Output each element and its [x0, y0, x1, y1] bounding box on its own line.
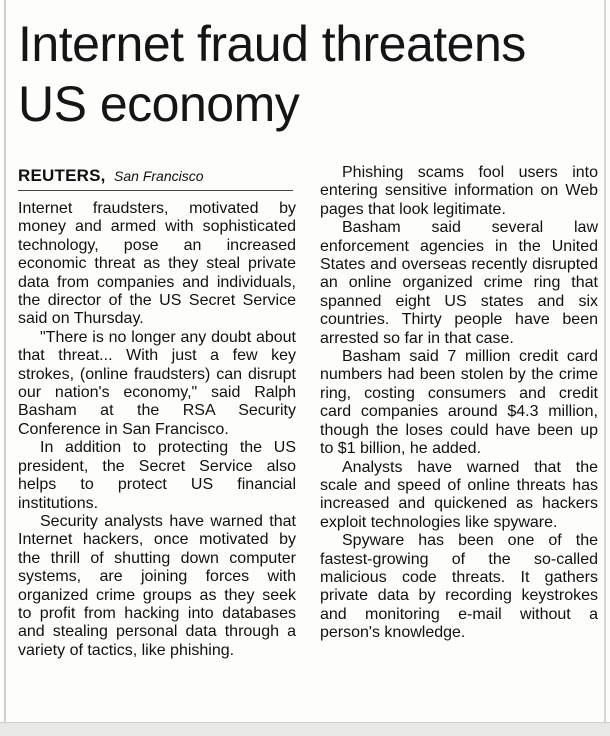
byline-agency: REUTERS, [18, 166, 106, 185]
article-column-left [18, 200, 296, 660]
article-column-right [320, 164, 598, 643]
paragraph: Spyware has been one of the fastest-growing of the so-called malicious code threats. It gathers private data by recording keystrokes and monitoring e-mail without a person's knowledge. [320, 532, 598, 642]
clipping-right-edge [604, 0, 606, 722]
paragraph: In addition to protecting the US president, the Secret Service also helps to protect US financial institutions. [18, 439, 296, 512]
clipping-bottom-edge [0, 722, 610, 736]
clipping-left-edge [4, 0, 6, 722]
paragraph: Phishing scams fool users into entering sensitive information on Web pages that look legitimate. [320, 164, 598, 218]
paragraph: Basham said several law enforcement agencies in the United States and overseas recently disrupted an online organized crime ring that spanned eight US states and six countries. Thirty people have been arrested so far in that case. [320, 219, 598, 347]
paragraph: Internet fraudsters, motivated by money and armed with sophisticated technology, pose an increased economic threat as they steal private data from companies and individuals, the director of the US Secret Service said on Thursday. [18, 200, 296, 328]
paragraph: Basham said 7 million credit card numbers had been stolen by the crime ring, costing consumers and credit card companies around $4.3 million, though the loses could have been up to $1 billion, he added. [320, 348, 598, 458]
paragraph: "There is no longer any doubt about that threat... With just a few key strokes, (online fraudsters) can disrupt our nation's economy," said Ralph Basham at the RSA Security Conference in San Francisco. [18, 328, 296, 438]
byline-location: San Francisco [114, 168, 204, 184]
paragraph: Analysts have warned that the scale and speed of online threats has increased and quickened as hackers exploit technologies like spyware. [320, 458, 598, 531]
byline [18, 166, 293, 191]
paragraph: Security analysts have warned that Internet hackers, once motivated by the thrill of shutting down computer systems, are joining forces with organized crime groups as they seek to profit from hacking into databases and stealing personal data through a variety of tactics, like phishing. [18, 512, 296, 659]
headline: Internet fraud threatens US economy [18, 16, 526, 132]
